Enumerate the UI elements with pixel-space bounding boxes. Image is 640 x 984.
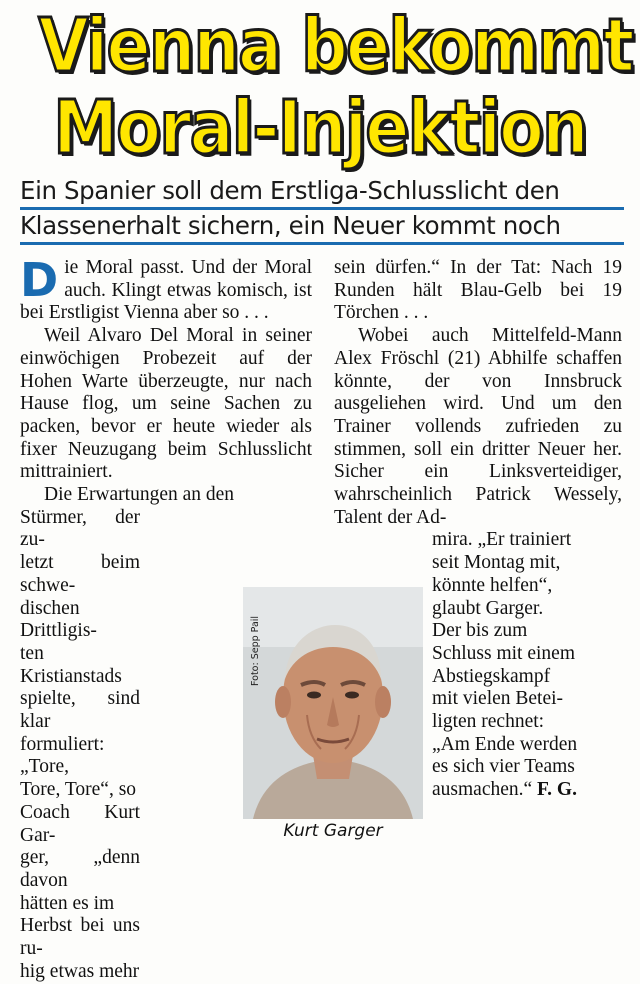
wrap-line: könnte helfen“, bbox=[432, 574, 553, 596]
wrap-line: hätten es im bbox=[20, 892, 115, 914]
wrap-line: ten Kristianstads bbox=[20, 642, 122, 687]
last-line-text: ausmachen.“ bbox=[432, 779, 533, 801]
wrap-line: spielte, sind klar bbox=[20, 688, 140, 733]
wrap-line: Stürmer, der zu- bbox=[20, 506, 140, 551]
subheadline-line-1: Ein Spanier soll dem Erstliga-Schlusslicht den bbox=[20, 173, 624, 210]
article-paragraph-4: Wobei auch Mittelfeld-Mann Alex Fröschl (21) Abhilfe schaffen könnte, der von Innsbruck ausgeliehen wird. Und um den Trainer vollends zufrieden zu stimmen, soll ein dritter Neuer her. Sicher ein Linksverteidiger, wahrscheinlich Patrick Wessely, Talent der Ad- bbox=[334, 325, 622, 528]
wrap-line: letzt beim schwe- bbox=[20, 552, 140, 596]
wrap-line: formuliert: „Tore, bbox=[20, 733, 105, 778]
wrap-line: Tore, Tore“, so bbox=[20, 779, 137, 801]
paragraph-1-text: ie Moral passt. Und der Moral auch. Klingt etwas komisch, ist bei Erstligist Vienna aber so . . . bbox=[20, 257, 312, 324]
wrap-line: mit vielen Betei- bbox=[432, 688, 564, 710]
wrap-line: mira. „Er trainiert bbox=[432, 529, 572, 551]
wrap-line: ger, „denn davon bbox=[20, 847, 140, 891]
portrait-illustration bbox=[243, 587, 423, 819]
wrap-line: Schluss mit einem bbox=[432, 642, 575, 664]
photo-credit: Foto: Sepp Pail bbox=[250, 615, 261, 686]
wrap-line: dischen Drittligis- bbox=[20, 597, 97, 642]
dropcap: D bbox=[20, 253, 59, 307]
wrap-line: „Am Ende werden bbox=[432, 733, 578, 755]
wrap-line-last bbox=[432, 779, 622, 802]
article-paragraph-3-start: Die Erwartungen an den bbox=[44, 484, 235, 506]
text-wrap-left bbox=[20, 507, 140, 984]
wrap-line: glaubt Garger. bbox=[432, 597, 544, 619]
wrap-line: ligten rechnet: bbox=[432, 711, 545, 733]
wrap-line: seit Montag mit, bbox=[432, 552, 561, 574]
wrap-line: Abstiegskampf bbox=[432, 665, 551, 687]
article-paragraph-1 bbox=[20, 253, 312, 325]
article-paragraph-3-end: sein dürfen.“ In der Tat: Nach 19 Runden hält Blau-Gelb bei 19 Törchen . . . bbox=[334, 257, 622, 324]
author-signature: F. G. bbox=[537, 779, 577, 801]
headline-line-1: Vienna bekommt bbox=[38, 3, 633, 89]
wrap-line: hig etwas mehr bbox=[20, 960, 140, 982]
text-wrap-right bbox=[432, 529, 622, 801]
photo-caption: Kurt Garger bbox=[283, 821, 383, 841]
article-paragraph-2: Weil Alvaro Del Moral in seiner einwöchigen Probezeit auf der Hohen Warte überzeugte, nur nach Hause flog, um seine Sachen zu packen, bevor er heute wieder als fixer Neuzugang beim Schlusslicht mittrainiert. bbox=[20, 325, 312, 483]
subheadline-line-2: Klassenerhalt sichern, ein Neuer kommt noch bbox=[20, 208, 624, 245]
portrait-photo bbox=[243, 587, 423, 819]
wrap-line: es sich vier Teams bbox=[432, 756, 575, 778]
headline-line-2: Moral-Injektion bbox=[53, 85, 587, 171]
wrap-line: Der bis zum bbox=[432, 620, 528, 642]
wrap-line: Coach Kurt Gar- bbox=[20, 801, 140, 846]
wrap-line: Herbst bei uns ru- bbox=[20, 915, 140, 960]
